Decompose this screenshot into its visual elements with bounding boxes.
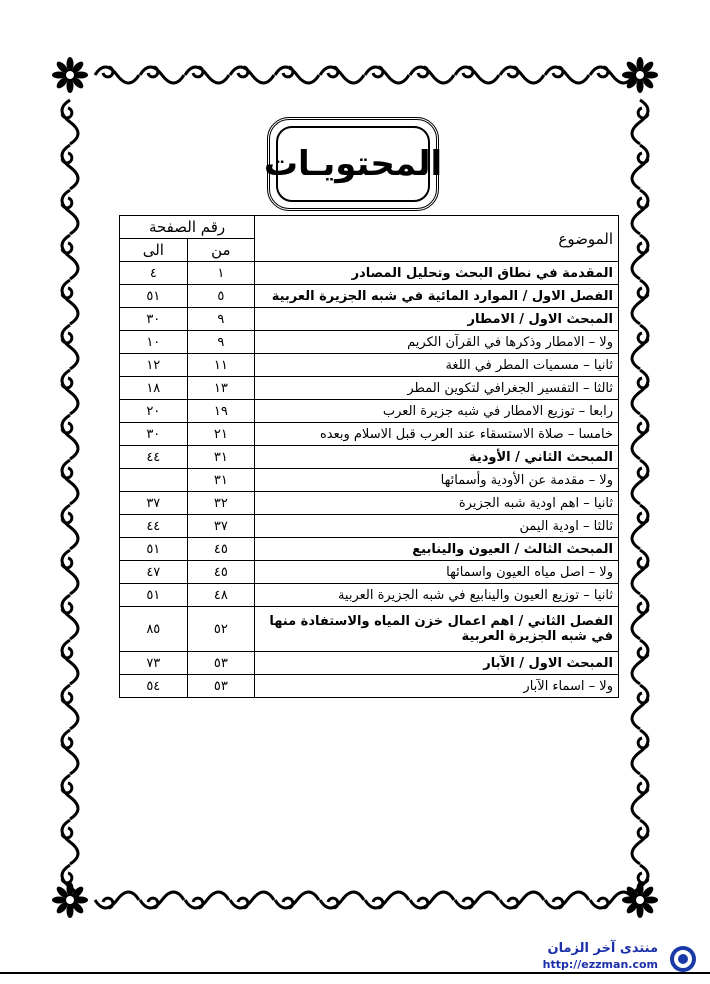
border-scroll-right <box>632 370 648 414</box>
header-pages: رقم الصفحة <box>120 216 255 239</box>
row-topic: ثانيا – توزيع العيون والينابيع في شبه الجزيرة العربية <box>255 584 619 607</box>
border-scroll-left <box>62 640 78 684</box>
border-scroll-right <box>632 775 648 819</box>
border-scroll-right <box>632 820 648 864</box>
table-row <box>120 584 619 607</box>
corner-flower-petal <box>74 72 88 79</box>
border-scroll-bottom <box>545 892 589 908</box>
row-to: ١٨ <box>120 377 188 400</box>
row-topic: ثالثا – اودية اليمن <box>255 515 619 538</box>
border-scroll-left <box>62 550 78 594</box>
row-to: ٤ <box>120 262 188 285</box>
row-to: ١٢ <box>120 354 188 377</box>
row-topic: ولا – اصل مياه العيون واسمائها <box>255 561 619 584</box>
row-from: ٥٣ <box>187 652 254 675</box>
corner-flower-petal <box>637 904 644 918</box>
border-scroll-top <box>365 67 409 83</box>
border-scroll-top <box>185 67 229 83</box>
table-row <box>120 285 619 308</box>
header-to: الى <box>120 239 188 262</box>
row-from: ٤٥ <box>187 561 254 584</box>
row-topic: ولا – اسماء الآبار <box>255 675 619 698</box>
row-to: ٥١ <box>120 584 188 607</box>
table-row <box>120 675 619 698</box>
row-to: ٣٠ <box>120 423 188 446</box>
row-topic: الفصل الثاني / اهم اعمال خزن المياه والاستفادة منها في شبه الجزيرة العربية <box>255 607 619 652</box>
row-from: ١ <box>187 262 254 285</box>
border-scroll-left <box>62 190 78 234</box>
border-scroll-right <box>632 730 648 774</box>
row-topic: الفصل الاول / الموارد المائية في شبه الجزيرة العربية <box>255 285 619 308</box>
row-to: ٢٠ <box>120 400 188 423</box>
corner-flower-petal <box>637 882 644 896</box>
border-scroll-left <box>62 370 78 414</box>
border-scroll-right <box>632 595 648 639</box>
table-row <box>120 561 619 584</box>
border-scroll-bottom <box>455 892 499 908</box>
corner-flower-petal <box>52 72 66 79</box>
border-scroll-top <box>455 67 499 83</box>
table-row <box>120 515 619 538</box>
corner-flower-petal <box>52 897 66 904</box>
corner-flower-center <box>65 70 75 80</box>
row-from: ٣٢ <box>187 492 254 515</box>
row-to: ١٠ <box>120 331 188 354</box>
border-scroll-top <box>500 67 544 83</box>
border-scroll-left <box>62 415 78 459</box>
corner-flower-petal <box>644 72 658 79</box>
border-scroll-bottom <box>95 892 139 908</box>
row-from: ١١ <box>187 354 254 377</box>
row-topic: المقدمة في نطاق البحث وتحليل المصادر <box>255 262 619 285</box>
border-scroll-bottom <box>500 892 544 908</box>
row-from: ٩ <box>187 331 254 354</box>
border-scroll-right <box>632 460 648 504</box>
border-scroll-left <box>62 325 78 369</box>
corner-flower-petal <box>67 79 74 93</box>
row-to: ٤٧ <box>120 561 188 584</box>
row-from: ٥ <box>187 285 254 308</box>
border-scroll-right <box>632 640 648 684</box>
border-scroll-left <box>62 235 78 279</box>
table-row <box>120 607 619 652</box>
row-from: ٣١ <box>187 469 254 492</box>
table-row <box>120 400 619 423</box>
row-to: ٤٤ <box>120 446 188 469</box>
forum-url[interactable]: http://ezzman.com <box>542 958 658 971</box>
row-topic: المبحث الثاني / الأودية <box>255 446 619 469</box>
border-scroll-bottom <box>275 892 319 908</box>
corner-flower-petal <box>622 897 636 904</box>
table-row <box>120 446 619 469</box>
border-scroll-bottom <box>185 892 229 908</box>
row-to: ٥١ <box>120 285 188 308</box>
row-from: ٣١ <box>187 446 254 469</box>
border-scroll-bottom <box>365 892 409 908</box>
row-from: ٥٣ <box>187 675 254 698</box>
border-scroll-right <box>632 145 648 189</box>
row-to: ٣٠ <box>120 308 188 331</box>
table-row <box>120 308 619 331</box>
border-scroll-top <box>275 67 319 83</box>
border-scroll-right <box>632 550 648 594</box>
border-scroll-right <box>632 685 648 729</box>
border-scroll-right <box>632 280 648 324</box>
row-topic: المبحث الثالث / العيون والينابيع <box>255 538 619 561</box>
header-from: من <box>187 239 254 262</box>
corner-flower-petal <box>67 882 74 896</box>
row-topic: المبحث الاول / الامطار <box>255 308 619 331</box>
title-box <box>263 117 443 211</box>
table-row <box>120 652 619 675</box>
corner-flower-petal <box>637 79 644 93</box>
corner-flower-center <box>635 70 645 80</box>
table-row <box>120 423 619 446</box>
row-topic: ثالثا – التفسير الجغرافي لتكوين المطر <box>255 377 619 400</box>
border-scroll-right <box>632 235 648 279</box>
row-topic: ثانيا – مسميات المطر في اللغة <box>255 354 619 377</box>
border-scroll-bottom <box>230 892 274 908</box>
table-row <box>120 262 619 285</box>
forum-name: منتدى آخر الزمان <box>547 941 658 956</box>
table-row <box>120 377 619 400</box>
border-scroll-bottom <box>320 892 364 908</box>
header-topic: الموضوع <box>255 216 619 262</box>
border-scroll-left <box>62 280 78 324</box>
border-scroll-top <box>140 67 184 83</box>
row-topic: رابعا – توزيع الامطار في شبه جزيرة العرب <box>255 400 619 423</box>
border-scroll-top <box>230 67 274 83</box>
corner-flower-center <box>65 895 75 905</box>
row-from: ١٣ <box>187 377 254 400</box>
border-scroll-right <box>632 505 648 549</box>
border-scroll-top <box>410 67 454 83</box>
border-scroll-right <box>632 325 648 369</box>
row-to: ٧٣ <box>120 652 188 675</box>
row-to: ٥١ <box>120 538 188 561</box>
corner-flower-petal <box>74 897 88 904</box>
table-row <box>120 469 619 492</box>
corner-flower-petal <box>67 904 74 918</box>
border-scroll-top <box>320 67 364 83</box>
border-scroll-left <box>62 460 78 504</box>
row-topic: ثانيا – اهم اودية شبه الجزيرة <box>255 492 619 515</box>
border-scroll-left <box>62 595 78 639</box>
row-from: ٥٢ <box>187 607 254 652</box>
forum-logo-icon <box>668 944 698 974</box>
page-title: المحتويـات <box>263 144 443 184</box>
border-scroll-left <box>62 145 78 189</box>
border-scroll-left <box>62 775 78 819</box>
border-scroll-top <box>545 67 589 83</box>
corner-flower-petal <box>622 72 636 79</box>
border-scroll-right <box>632 190 648 234</box>
border-scroll-left <box>62 730 78 774</box>
border-scroll-right <box>632 415 648 459</box>
title-box-inner <box>263 126 443 202</box>
border-scroll-top <box>95 67 139 83</box>
row-from: ٤٨ <box>187 584 254 607</box>
corner-flower-center <box>635 895 645 905</box>
table-row <box>120 354 619 377</box>
row-to <box>120 469 188 492</box>
row-topic: خامسا – صلاة الاستسقاء عند العرب قبل الاسلام وبعده <box>255 423 619 446</box>
border-scroll-right <box>632 100 648 144</box>
table-row <box>120 492 619 515</box>
row-topic: ولا – مقدمة عن الأودية وأسمائها <box>255 469 619 492</box>
row-topic: المبحث الاول / الآبار <box>255 652 619 675</box>
row-to: ٣٧ <box>120 492 188 515</box>
row-from: ٢١ <box>187 423 254 446</box>
border-scroll-left <box>62 505 78 549</box>
border-scroll-left <box>62 685 78 729</box>
table-row <box>120 538 619 561</box>
row-to: ٨٥ <box>120 607 188 652</box>
row-from: ١٩ <box>187 400 254 423</box>
table-row <box>120 331 619 354</box>
row-topic: ولا – الامطار وذكرها في القرآن الكريم <box>255 331 619 354</box>
corner-flower-petal <box>67 57 74 71</box>
border-scroll-left <box>62 100 78 144</box>
border-scroll-left <box>62 820 78 864</box>
row-from: ٣٧ <box>187 515 254 538</box>
row-from: ٩ <box>187 308 254 331</box>
corner-flower-petal <box>637 57 644 71</box>
row-from: ٤٥ <box>187 538 254 561</box>
corner-flower-petal <box>644 897 658 904</box>
contents-table <box>119 215 619 698</box>
row-to: ٥٤ <box>120 675 188 698</box>
footer-divider <box>0 972 710 974</box>
border-scroll-bottom <box>410 892 454 908</box>
border-scroll-bottom <box>140 892 184 908</box>
row-to: ٤٤ <box>120 515 188 538</box>
